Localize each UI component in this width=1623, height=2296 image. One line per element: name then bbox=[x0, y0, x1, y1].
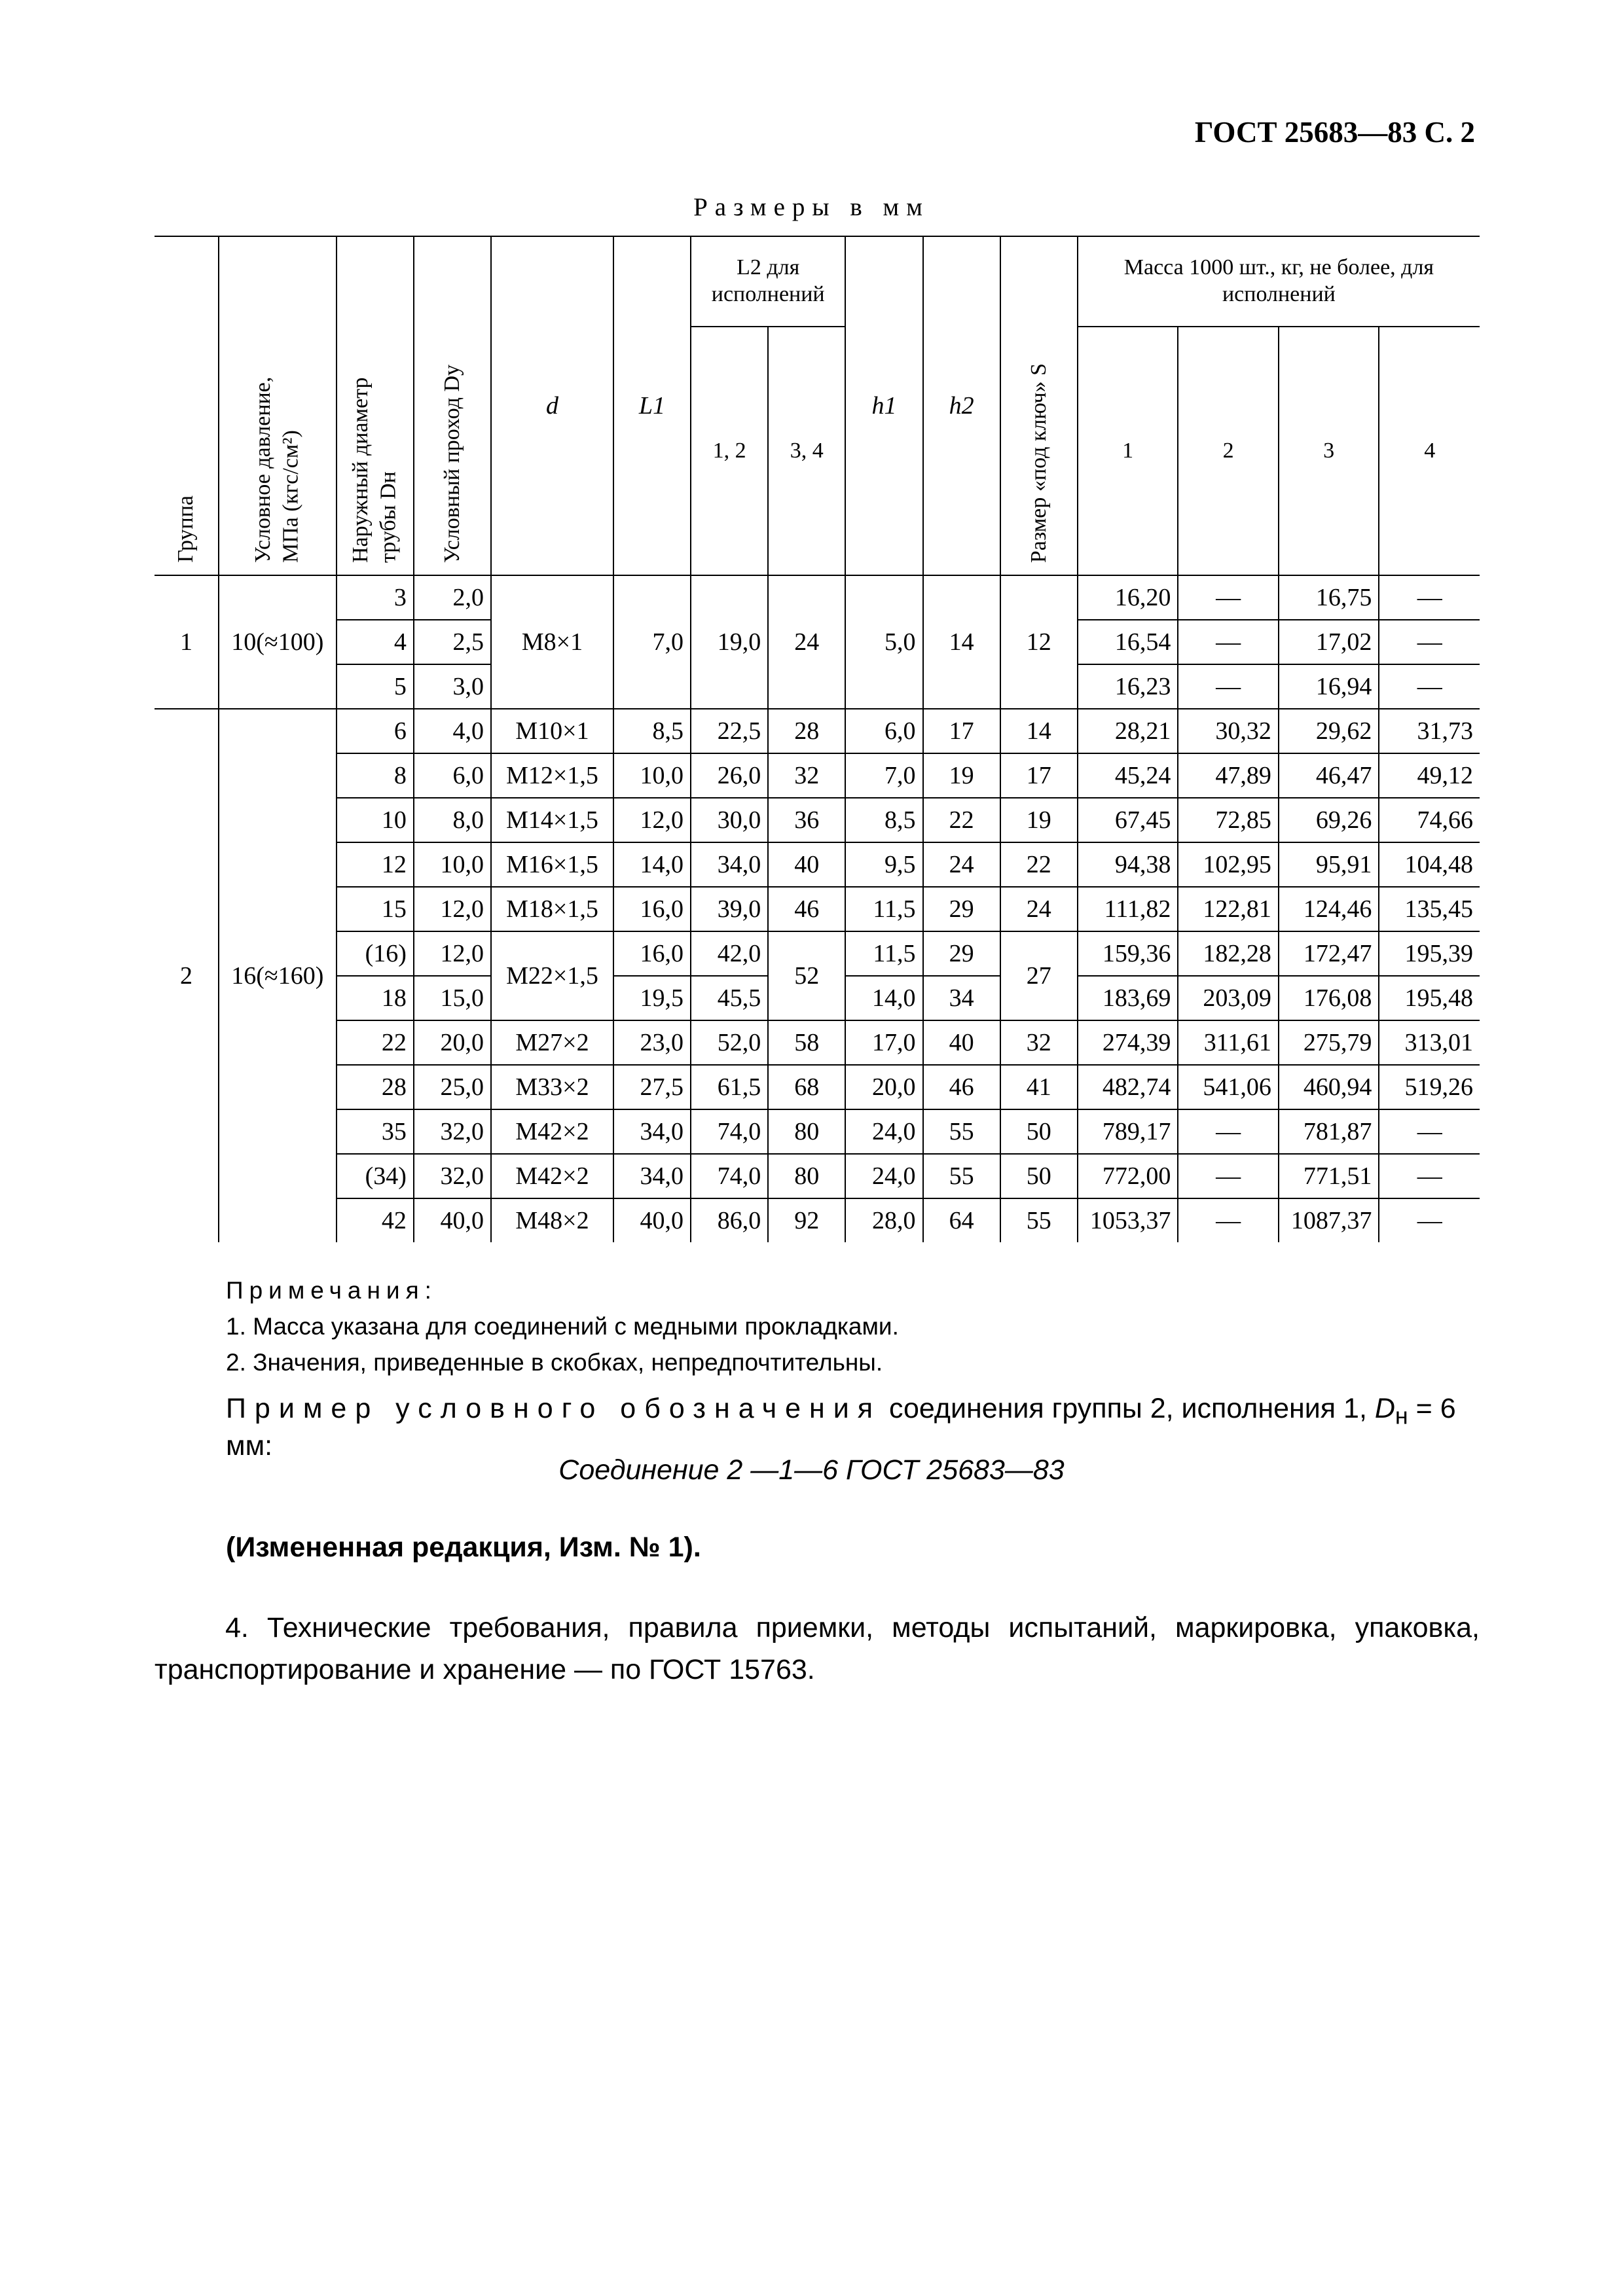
header-d: d bbox=[491, 236, 613, 575]
designation-formula: Соединение 2 —1—6 ГОСТ 25683—83 bbox=[558, 1454, 1065, 1486]
header-h2: h2 bbox=[923, 236, 1000, 575]
l1-cell: 12,0 bbox=[613, 798, 691, 842]
mass1-cell: 28,21 bbox=[1078, 709, 1178, 753]
l2-12-cell: 42,0 bbox=[691, 931, 768, 976]
note-item: 1. Масса указана для соединений с медными прокладками. bbox=[226, 1313, 899, 1340]
l2-12-cell: 22,5 bbox=[691, 709, 768, 753]
d-cell: M10×1 bbox=[491, 709, 613, 753]
h1-cell: 24,0 bbox=[845, 1154, 922, 1198]
l2-12-cell: 26,0 bbox=[691, 753, 768, 798]
mass1-cell: 94,38 bbox=[1078, 842, 1178, 887]
mass1-cell: 274,39 bbox=[1078, 1020, 1178, 1065]
mass4-cell: — bbox=[1379, 1154, 1480, 1198]
h2-cell: 29 bbox=[923, 887, 1000, 931]
dy-cell: 12,0 bbox=[414, 931, 491, 976]
mass2-cell: — bbox=[1178, 575, 1279, 620]
l2-34-cell: 68 bbox=[768, 1065, 845, 1109]
header-group: Группа bbox=[155, 236, 219, 575]
l2-34-cell: 32 bbox=[768, 753, 845, 798]
mass3-cell: 16,75 bbox=[1279, 575, 1379, 620]
dn-cell: 5 bbox=[337, 664, 414, 709]
h1-cell: 17,0 bbox=[845, 1020, 922, 1065]
example-lead: Пример условного обозначения bbox=[226, 1393, 882, 1424]
table-row bbox=[155, 1109, 1480, 1154]
example-text: соединения группы 2, исполнения 1, bbox=[889, 1393, 1367, 1424]
h2-cell: 55 bbox=[923, 1154, 1000, 1198]
mass2-cell: 102,95 bbox=[1178, 842, 1279, 887]
table-row bbox=[155, 798, 1480, 842]
mass1-cell: 1053,37 bbox=[1078, 1198, 1178, 1242]
l1-cell: 16,0 bbox=[613, 931, 691, 976]
table-row bbox=[155, 1198, 1480, 1242]
h2-cell: 55 bbox=[923, 1109, 1000, 1154]
dn-cell: 22 bbox=[337, 1020, 414, 1065]
mass3-cell: 124,46 bbox=[1279, 887, 1379, 931]
s-cell: 50 bbox=[1000, 1109, 1078, 1154]
table-row bbox=[155, 575, 1480, 620]
dy-cell: 6,0 bbox=[414, 753, 491, 798]
d-cell: M42×2 bbox=[491, 1109, 613, 1154]
h2-cell: 17 bbox=[923, 709, 1000, 753]
s-cell: 41 bbox=[1000, 1065, 1078, 1109]
mass4-cell: — bbox=[1379, 575, 1480, 620]
dn-cell: 6 bbox=[337, 709, 414, 753]
l2-12-cell: 19,0 bbox=[691, 575, 768, 709]
mass3-cell: 275,79 bbox=[1279, 1020, 1379, 1065]
l2-34-cell: 80 bbox=[768, 1109, 845, 1154]
mass1-cell: 16,20 bbox=[1078, 575, 1178, 620]
dy-cell: 32,0 bbox=[414, 1109, 491, 1154]
header-nominal-bore: Условный проход Dу bbox=[414, 236, 491, 575]
designation-example bbox=[226, 1393, 1463, 1462]
mass2-cell: 311,61 bbox=[1178, 1020, 1279, 1065]
dy-cell: 20,0 bbox=[414, 1020, 491, 1065]
mass3-cell: 46,47 bbox=[1279, 753, 1379, 798]
l2-34-cell: 58 bbox=[768, 1020, 845, 1065]
mass4-cell: 135,45 bbox=[1379, 887, 1480, 931]
mass1-cell: 789,17 bbox=[1078, 1109, 1178, 1154]
d-cell: M48×2 bbox=[491, 1198, 613, 1242]
header-l1: L1 bbox=[613, 236, 691, 575]
header-wrench-size: Размер «под ключ» S bbox=[1000, 236, 1078, 575]
d-cell: M14×1,5 bbox=[491, 798, 613, 842]
header-l2: L2 для исполнений bbox=[691, 236, 845, 327]
l1-cell: 27,5 bbox=[613, 1065, 691, 1109]
dy-cell: 8,0 bbox=[414, 798, 491, 842]
notes-section bbox=[226, 1272, 899, 1380]
header-mass-3: 3 bbox=[1279, 327, 1379, 575]
l2-34-cell: 24 bbox=[768, 575, 845, 709]
mass3-cell: 17,02 bbox=[1279, 620, 1379, 664]
mass1-cell: 159,36 bbox=[1078, 931, 1178, 976]
mass2-cell: 182,28 bbox=[1178, 931, 1279, 976]
example-text-end: = 6 мм: bbox=[226, 1393, 1456, 1462]
l1-cell: 34,0 bbox=[613, 1109, 691, 1154]
mass4-cell: 74,66 bbox=[1379, 798, 1480, 842]
dy-cell: 4,0 bbox=[414, 709, 491, 753]
s-cell: 24 bbox=[1000, 887, 1078, 931]
d-cell: M8×1 bbox=[491, 575, 613, 709]
l1-cell: 40,0 bbox=[613, 1198, 691, 1242]
s-cell: 19 bbox=[1000, 798, 1078, 842]
mass4-cell: 49,12 bbox=[1379, 753, 1480, 798]
h1-cell: 9,5 bbox=[845, 842, 922, 887]
dy-cell: 40,0 bbox=[414, 1198, 491, 1242]
l1-cell: 23,0 bbox=[613, 1020, 691, 1065]
mass4-cell: — bbox=[1379, 1198, 1480, 1242]
d-cell: M12×1,5 bbox=[491, 753, 613, 798]
header-outer-diameter: Наружный диаметр трубы Dн bbox=[337, 236, 414, 575]
dn-cell: 28 bbox=[337, 1065, 414, 1109]
h1-cell: 7,0 bbox=[845, 753, 922, 798]
example-variable: D bbox=[1374, 1393, 1395, 1424]
l2-12-cell: 39,0 bbox=[691, 887, 768, 931]
table-row bbox=[155, 1020, 1480, 1065]
mass3-cell: 781,87 bbox=[1279, 1109, 1379, 1154]
l2-12-cell: 52,0 bbox=[691, 1020, 768, 1065]
d-cell: M18×1,5 bbox=[491, 887, 613, 931]
header-h1: h1 bbox=[845, 236, 922, 575]
mass3-cell: 1087,37 bbox=[1279, 1198, 1379, 1242]
h1-cell: 5,0 bbox=[845, 575, 922, 709]
d-cell: M16×1,5 bbox=[491, 842, 613, 887]
mass3-cell: 69,26 bbox=[1279, 798, 1379, 842]
table-row bbox=[155, 1154, 1480, 1198]
mass4-cell: — bbox=[1379, 620, 1480, 664]
l2-34-cell: 80 bbox=[768, 1154, 845, 1198]
mass1-cell: 16,23 bbox=[1078, 664, 1178, 709]
l2-12-cell: 86,0 bbox=[691, 1198, 768, 1242]
h2-cell: 14 bbox=[923, 575, 1000, 709]
note-item: 2. Значения, приведенные в скобках, непредпочтительны. bbox=[226, 1349, 883, 1376]
header-l2-exec-12: 1, 2 bbox=[691, 327, 768, 575]
mass2-cell: 122,81 bbox=[1178, 887, 1279, 931]
l1-cell: 7,0 bbox=[613, 575, 691, 709]
dy-cell: 15,0 bbox=[414, 976, 491, 1020]
mass1-cell: 16,54 bbox=[1078, 620, 1178, 664]
mass4-cell: 519,26 bbox=[1379, 1065, 1480, 1109]
dy-cell: 12,0 bbox=[414, 887, 491, 931]
h1-cell: 8,5 bbox=[845, 798, 922, 842]
s-cell: 50 bbox=[1000, 1154, 1078, 1198]
dn-cell: 18 bbox=[337, 976, 414, 1020]
dy-cell: 25,0 bbox=[414, 1065, 491, 1109]
header-mass: Масса 1000 шт., кг, не более, для исполнений bbox=[1078, 236, 1480, 327]
dy-cell: 32,0 bbox=[414, 1154, 491, 1198]
dn-cell: 10 bbox=[337, 798, 414, 842]
mass4-cell: 104,48 bbox=[1379, 842, 1480, 887]
mass3-cell: 95,91 bbox=[1279, 842, 1379, 887]
dn-cell: (16) bbox=[337, 931, 414, 976]
mass2-cell: — bbox=[1178, 620, 1279, 664]
h1-cell: 11,5 bbox=[845, 887, 922, 931]
l1-cell: 19,5 bbox=[613, 976, 691, 1020]
mass2-cell: 72,85 bbox=[1178, 798, 1279, 842]
dn-cell: (34) bbox=[337, 1154, 414, 1198]
mass3-cell: 771,51 bbox=[1279, 1154, 1379, 1198]
l2-12-cell: 61,5 bbox=[691, 1065, 768, 1109]
mass2-cell: — bbox=[1178, 1109, 1279, 1154]
d-cell: M33×2 bbox=[491, 1065, 613, 1109]
l1-cell: 10,0 bbox=[613, 753, 691, 798]
h2-cell: 29 bbox=[923, 931, 1000, 976]
l1-cell: 34,0 bbox=[613, 1154, 691, 1198]
l2-12-cell: 74,0 bbox=[691, 1109, 768, 1154]
header-mass-4: 4 bbox=[1379, 327, 1480, 575]
s-cell: 17 bbox=[1000, 753, 1078, 798]
dy-cell: 10,0 bbox=[414, 842, 491, 887]
l2-34-cell: 40 bbox=[768, 842, 845, 887]
mass2-cell: 541,06 bbox=[1178, 1065, 1279, 1109]
h1-cell: 20,0 bbox=[845, 1065, 922, 1109]
dy-cell: 2,5 bbox=[414, 620, 491, 664]
mass1-cell: 45,24 bbox=[1078, 753, 1178, 798]
h1-cell: 6,0 bbox=[845, 709, 922, 753]
table-row bbox=[155, 753, 1480, 798]
l2-12-cell: 34,0 bbox=[691, 842, 768, 887]
s-cell: 22 bbox=[1000, 842, 1078, 887]
dn-cell: 4 bbox=[337, 620, 414, 664]
page-header: ГОСТ 25683—83 С. 2 bbox=[1194, 116, 1475, 149]
mass1-cell: 183,69 bbox=[1078, 976, 1178, 1020]
s-cell: 32 bbox=[1000, 1020, 1078, 1065]
l2-34-cell: 92 bbox=[768, 1198, 845, 1242]
h1-cell: 14,0 bbox=[845, 976, 922, 1020]
header-mass-1: 1 bbox=[1078, 327, 1178, 575]
header-l2-exec-34: 3, 4 bbox=[768, 327, 845, 575]
header-pressure: Условное давление, МПа (кгс/см²) bbox=[219, 236, 337, 575]
h1-cell: 11,5 bbox=[845, 931, 922, 976]
example-variable-subscript: н bbox=[1395, 1403, 1408, 1429]
l2-12-cell: 45,5 bbox=[691, 976, 768, 1020]
s-cell: 55 bbox=[1000, 1198, 1078, 1242]
mass4-cell: — bbox=[1379, 1109, 1480, 1154]
mass3-cell: 172,47 bbox=[1279, 931, 1379, 976]
mass2-cell: — bbox=[1178, 1154, 1279, 1198]
group-cell: 2 bbox=[155, 709, 219, 1242]
l1-cell: 16,0 bbox=[613, 887, 691, 931]
l1-cell: 8,5 bbox=[613, 709, 691, 753]
dn-cell: 8 bbox=[337, 753, 414, 798]
d-cell: M22×1,5 bbox=[491, 931, 613, 1020]
dn-cell: 35 bbox=[337, 1109, 414, 1154]
table-row bbox=[155, 842, 1480, 887]
l2-12-cell: 74,0 bbox=[691, 1154, 768, 1198]
mass2-cell: 203,09 bbox=[1178, 976, 1279, 1020]
mass1-cell: 67,45 bbox=[1078, 798, 1178, 842]
mass1-cell: 111,82 bbox=[1078, 887, 1178, 931]
header-mass-2: 2 bbox=[1178, 327, 1279, 575]
h2-cell: 24 bbox=[923, 842, 1000, 887]
h2-cell: 19 bbox=[923, 753, 1000, 798]
mass1-cell: 482,74 bbox=[1078, 1065, 1178, 1109]
l2-34-cell: 36 bbox=[768, 798, 845, 842]
table-row bbox=[155, 709, 1480, 753]
mass2-cell: 30,32 bbox=[1178, 709, 1279, 753]
mass1-cell: 772,00 bbox=[1078, 1154, 1178, 1198]
h1-cell: 24,0 bbox=[845, 1109, 922, 1154]
mass3-cell: 29,62 bbox=[1279, 709, 1379, 753]
pressure-cell: 10(≈100) bbox=[219, 575, 337, 709]
dy-cell: 2,0 bbox=[414, 575, 491, 620]
l2-34-cell: 52 bbox=[768, 931, 845, 1020]
h2-cell: 22 bbox=[923, 798, 1000, 842]
table-row bbox=[155, 1065, 1480, 1109]
dn-cell: 12 bbox=[337, 842, 414, 887]
mass2-cell: — bbox=[1178, 664, 1279, 709]
mass4-cell: — bbox=[1379, 664, 1480, 709]
h1-cell: 28,0 bbox=[845, 1198, 922, 1242]
s-cell: 14 bbox=[1000, 709, 1078, 753]
dy-cell: 3,0 bbox=[414, 664, 491, 709]
clause-4: 4. Технические требования, правила приемки, методы испытаний, маркировка, упаковка, транспортирование и хранение — по ГОСТ 15763. bbox=[155, 1612, 1480, 1685]
table-row bbox=[155, 887, 1480, 931]
l2-34-cell: 28 bbox=[768, 709, 845, 753]
mass3-cell: 16,94 bbox=[1279, 664, 1379, 709]
units-caption: Размеры в мм bbox=[693, 193, 930, 221]
h2-cell: 46 bbox=[923, 1065, 1000, 1109]
l1-cell: 14,0 bbox=[613, 842, 691, 887]
group-cell: 1 bbox=[155, 575, 219, 709]
edition-note: (Измененная редакция, Изм. № 1). bbox=[226, 1532, 701, 1563]
dimensions-table bbox=[155, 236, 1480, 1242]
l2-12-cell: 30,0 bbox=[691, 798, 768, 842]
mass2-cell: 47,89 bbox=[1178, 753, 1279, 798]
mass4-cell: 31,73 bbox=[1379, 709, 1480, 753]
dn-cell: 3 bbox=[337, 575, 414, 620]
mass3-cell: 460,94 bbox=[1279, 1065, 1379, 1109]
s-cell: 27 bbox=[1000, 931, 1078, 1020]
mass4-cell: 313,01 bbox=[1379, 1020, 1480, 1065]
mass3-cell: 176,08 bbox=[1279, 976, 1379, 1020]
mass2-cell: — bbox=[1178, 1198, 1279, 1242]
s-cell: 12 bbox=[1000, 575, 1078, 709]
dn-cell: 15 bbox=[337, 887, 414, 931]
h2-cell: 34 bbox=[923, 976, 1000, 1020]
dn-cell: 42 bbox=[337, 1198, 414, 1242]
l2-34-cell: 46 bbox=[768, 887, 845, 931]
h2-cell: 40 bbox=[923, 1020, 1000, 1065]
d-cell: M42×2 bbox=[491, 1154, 613, 1198]
pressure-cell: 16(≈160) bbox=[219, 709, 337, 1242]
notes-title: Примечания: bbox=[226, 1277, 437, 1304]
mass4-cell: 195,48 bbox=[1379, 976, 1480, 1020]
d-cell: M27×2 bbox=[491, 1020, 613, 1065]
mass4-cell: 195,39 bbox=[1379, 931, 1480, 976]
table-row bbox=[155, 931, 1480, 976]
h2-cell: 64 bbox=[923, 1198, 1000, 1242]
